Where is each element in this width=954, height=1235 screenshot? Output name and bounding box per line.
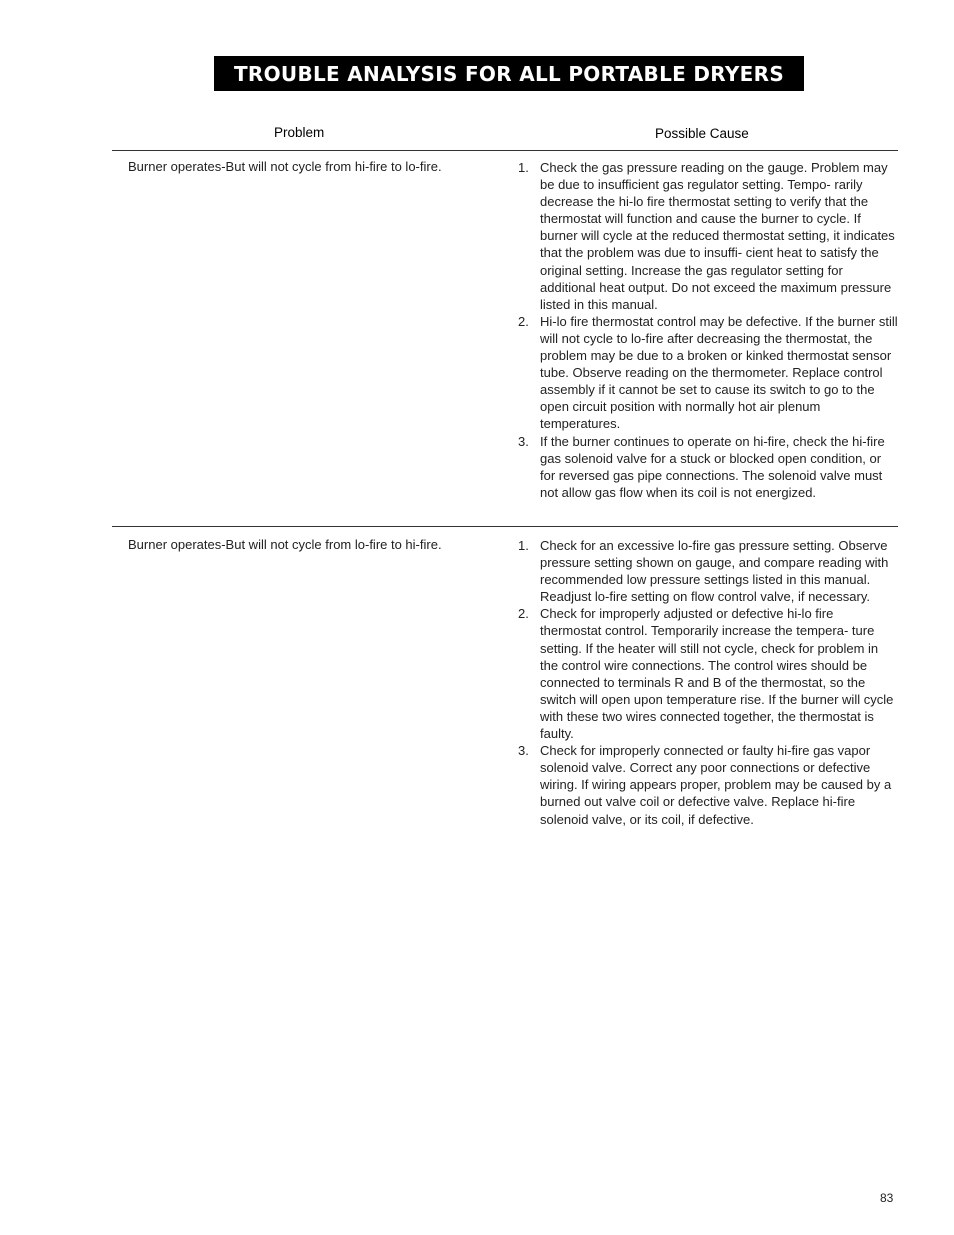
cause-text: Check for an excessive lo-fire gas pressure setting. Observe pressure setting shown on gauge, and compare reading with recommended low pressure settings listed in this manual. Readjust lo-fire setting on flow control valve, if necessary. [540, 538, 889, 605]
cause-text: Check the gas pressure reading on the gauge. Problem may be due to insufficient gas regulator setting. Tempo- rarily decrease the hi-lo fire thermostat setting to verify that the thermostat will function and cause the burner to cycle. If burner will cycle at the reduced thermostat setting, it indicates that the problem was due to insuffi- cient heat to satisfy the original setting. Increase the gas regulator setting for additional heat output. Do not exceed the maximum pressure listed in this manual. [540, 160, 895, 312]
cause-item [518, 159, 898, 313]
cause-item [518, 537, 898, 605]
cause-list-row-2 [518, 537, 898, 828]
cause-text: Hi-lo fire thermostat control may be defective. If the burner still will not cycle to lo-fire after decreasing the thermostat, the problem may be due to a broken or kinked thermostat sensor tube. Observe reading on the thermometer. Replace control assembly if it cannot be set to cause its switch to go to the open circuit position with normally hot air plenum temperatures. [540, 313, 898, 432]
page-title: TROUBLE ANALYSIS FOR ALL PORTABLE DRYERS [233, 61, 785, 86]
cause-text: Check for improperly connected or faulty hi-fire gas vapor solenoid valve. Correct any poor connections or defective wiring. If wiring appears proper, problem may be caused by a burned out valve coil or defective valve. Replace hi-fire solenoid valve, or its coil, if defective. [540, 743, 892, 827]
cause-item [518, 742, 898, 827]
cause-item [518, 433, 898, 501]
column-header-problem: Problem [274, 125, 325, 140]
cause-number: 3. [518, 433, 529, 449]
header-divider [112, 150, 898, 151]
cause-item [518, 313, 898, 433]
cause-item [518, 605, 898, 742]
cause-list-row-1 [518, 159, 898, 501]
cause-text: If the burner continues to operate on hi-fire, check the hi-fire gas solenoid valve for a stuck or blocked open condition, or for reversed gas pipe connections. The solenoid valve must not allow gas flow when its coil is not energized. [540, 433, 885, 500]
problem-text-row-1: Burner operates-But will not cycle from hi-fire to lo-fire. [128, 159, 442, 174]
title-banner [214, 56, 804, 91]
problem-text-row-2: Burner operates-But will not cycle from lo-fire to hi-fire. [128, 537, 442, 552]
page-number: 83 [880, 1191, 894, 1205]
cause-text: Check for improperly adjusted or defective hi-lo fire thermostat control. Temporarily increase the tempera- ture setting. If the heater will still not cycle, check for problem in the control wire connections. The control wires should be connected to terminals R and B of the thermostat, so the switch will open upon temperature rise. If the burner will cycle with these two wires connected together, the thermostat is faulty. [540, 606, 894, 742]
cause-number: 2. [518, 313, 529, 329]
row-divider [112, 526, 898, 527]
cause-number: 2. [518, 606, 529, 622]
cause-number: 1. [518, 538, 529, 553]
column-header-possible-cause: Possible Cause [655, 126, 749, 141]
cause-number: 1. [518, 160, 529, 175]
cause-number: 3. [518, 743, 529, 759]
